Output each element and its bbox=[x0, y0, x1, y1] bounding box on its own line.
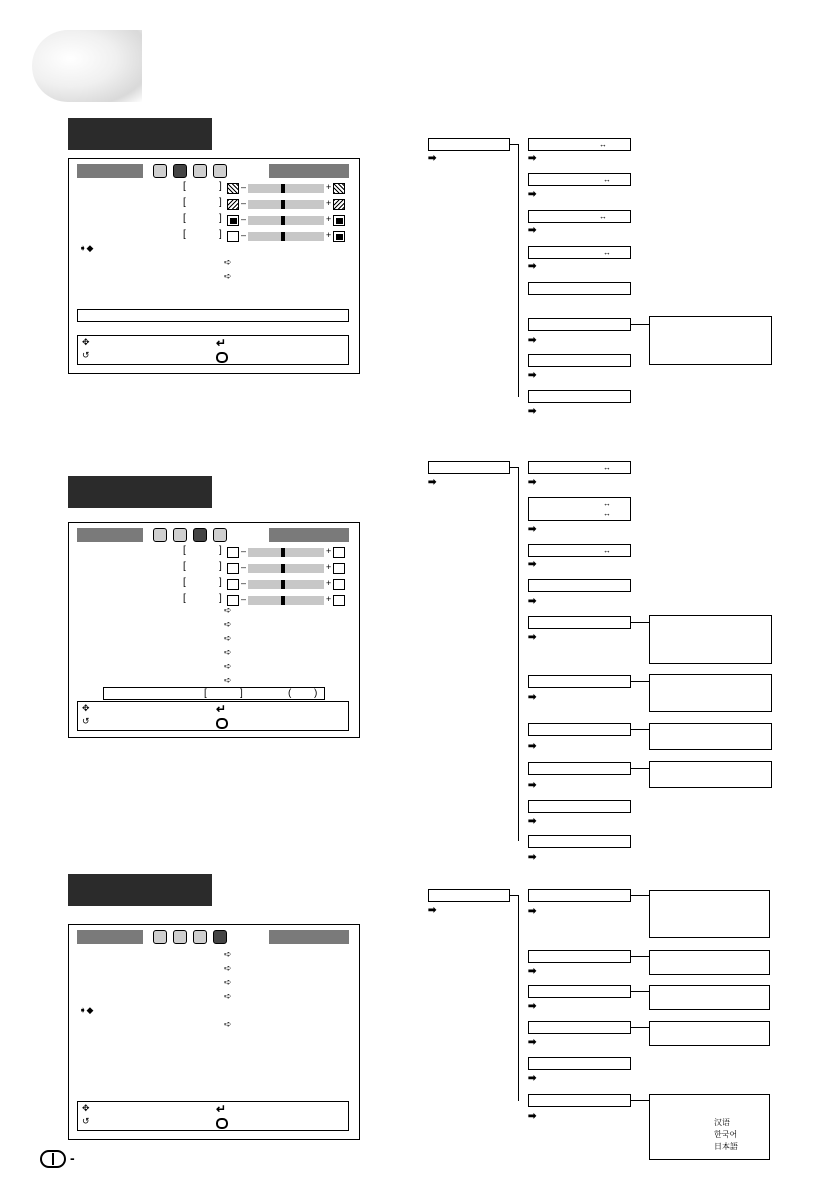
connector bbox=[510, 144, 518, 145]
lr-arrow-icon: ↔ bbox=[599, 212, 607, 221]
page-number-separator: - bbox=[70, 1150, 75, 1166]
submenu-arrow-icon[interactable]: ➪ bbox=[224, 991, 232, 1001]
fine-sync-tab-icon[interactable] bbox=[173, 930, 187, 944]
tree-arrow-icon: ➡ bbox=[528, 816, 537, 827]
tree-node-box bbox=[528, 723, 631, 736]
tree-node-box bbox=[528, 950, 631, 963]
tree-root-arrow-icon: ➡ bbox=[428, 153, 437, 164]
section-tab-2 bbox=[68, 476, 212, 508]
lr-arrow-icon: ↔ bbox=[603, 499, 611, 508]
options-box bbox=[649, 985, 770, 1010]
menu-title-bar-left bbox=[77, 164, 143, 178]
clock-max-icon bbox=[333, 547, 345, 558]
tree-node-box bbox=[528, 835, 631, 848]
tree-node-box bbox=[528, 1057, 631, 1070]
tree-arrow-icon: ➡ bbox=[528, 406, 537, 417]
header-swoosh-graphic bbox=[32, 30, 142, 102]
options1-tab-icon[interactable] bbox=[193, 528, 207, 542]
options-box bbox=[649, 890, 770, 938]
tree-node-box bbox=[528, 616, 631, 629]
adjust-slider[interactable] bbox=[248, 564, 324, 573]
section-tab-1 bbox=[68, 118, 212, 150]
minus-symbol: – bbox=[241, 594, 247, 604]
submenu-arrow-icon[interactable]: ➪ bbox=[224, 647, 232, 657]
plus-symbol: + bbox=[326, 198, 332, 208]
tree-node-box bbox=[528, 282, 631, 295]
tree-root-box bbox=[428, 138, 510, 151]
resolution-info-box bbox=[103, 687, 325, 700]
section-tab-3 bbox=[68, 874, 212, 906]
options-box bbox=[649, 723, 772, 750]
osd-menu-panel-3 bbox=[68, 924, 360, 1140]
lr-arrow-icon: ↔ bbox=[603, 546, 611, 555]
picture-tab-icon[interactable] bbox=[153, 164, 167, 178]
connector bbox=[631, 1027, 649, 1028]
submenu-arrow-icon[interactable]: ➪ bbox=[224, 271, 232, 281]
tree-node-box bbox=[528, 1021, 631, 1034]
submenu-arrow-icon[interactable]: ➪ bbox=[224, 963, 232, 973]
osd-menu-panel-1 bbox=[68, 158, 360, 374]
plus-symbol: + bbox=[326, 230, 332, 240]
menu-title-bar-right bbox=[269, 164, 349, 178]
tree-arrow-icon: ➡ bbox=[528, 596, 537, 607]
menu-title-bar-right bbox=[269, 930, 349, 944]
lr-arrow-icon: ↔ bbox=[603, 175, 611, 184]
connector bbox=[631, 768, 649, 769]
submenu-arrow-icon[interactable]: ➪ bbox=[224, 257, 232, 267]
connector bbox=[518, 467, 519, 841]
move-arrows-icon: ✥ bbox=[82, 337, 90, 347]
clock-min-icon bbox=[227, 547, 239, 558]
paren-right: ) bbox=[314, 688, 318, 699]
min-level-icon bbox=[227, 183, 239, 194]
connector bbox=[631, 324, 649, 325]
value-bracket-right: ] bbox=[219, 213, 222, 224]
submenu-arrow-icon[interactable]: ➪ bbox=[224, 675, 232, 685]
menu-button-icon bbox=[216, 1118, 228, 1129]
move-arrows-icon: ✥ bbox=[82, 703, 90, 713]
tree-arrow-icon: ➡ bbox=[528, 1073, 537, 1084]
minus-symbol: – bbox=[241, 546, 247, 556]
tree-arrow-icon: ➡ bbox=[528, 692, 537, 703]
tree-root-arrow-icon: ➡ bbox=[428, 905, 437, 916]
tree-node-box bbox=[528, 544, 631, 557]
options-box bbox=[649, 761, 772, 788]
minus-symbol: – bbox=[241, 230, 247, 240]
adjust-slider[interactable] bbox=[248, 580, 324, 589]
enter-icon: ↵ bbox=[216, 702, 227, 716]
connector bbox=[631, 729, 649, 730]
tree-arrow-icon: ➡ bbox=[528, 477, 537, 488]
max-level-icon bbox=[333, 231, 345, 242]
reset-icon[interactable]: ➧◆ bbox=[79, 1005, 94, 1015]
min-level-icon bbox=[227, 231, 239, 242]
tree-node-box bbox=[528, 461, 631, 474]
paren-left: ( bbox=[288, 688, 292, 699]
tree-arrow-icon: ➡ bbox=[528, 335, 537, 346]
tree-node-box bbox=[528, 246, 631, 259]
plus-symbol: + bbox=[326, 562, 332, 572]
tree-node-box bbox=[528, 497, 631, 521]
tree-node-box bbox=[528, 210, 631, 223]
adjust-slider[interactable] bbox=[248, 548, 324, 557]
navigation-guide bbox=[77, 701, 349, 731]
language-option: 日本語 bbox=[714, 1142, 738, 1151]
tree-node-box bbox=[528, 354, 631, 367]
minus-symbol: – bbox=[241, 182, 247, 192]
value-bracket-right: ] bbox=[219, 181, 222, 192]
adjust-slider[interactable] bbox=[248, 232, 324, 241]
adjust-slider[interactable] bbox=[248, 184, 324, 193]
plus-symbol: + bbox=[326, 182, 332, 192]
plus-symbol: + bbox=[326, 578, 332, 588]
plus-symbol: + bbox=[326, 594, 332, 604]
lr-arrow-icon: ↔ bbox=[603, 463, 611, 472]
adjust-slider[interactable] bbox=[248, 216, 324, 225]
value-bracket-left: [ bbox=[183, 593, 186, 604]
tree-node-box bbox=[528, 889, 631, 902]
osd-menu-panel-2 bbox=[68, 522, 360, 738]
plus-symbol: + bbox=[326, 546, 332, 556]
options2-tab-icon[interactable] bbox=[213, 930, 227, 944]
options1-tab-icon[interactable] bbox=[193, 930, 207, 944]
tree-arrow-icon: ➡ bbox=[528, 1111, 537, 1122]
reset-icon[interactable]: ➧◆ bbox=[79, 243, 94, 253]
lr-arrow-icon: ↔ bbox=[599, 140, 607, 149]
tree-node-box bbox=[528, 318, 631, 331]
value-bracket-left: [ bbox=[183, 229, 186, 240]
submenu-arrow-icon[interactable]: ➪ bbox=[224, 605, 232, 615]
plus-symbol: + bbox=[326, 214, 332, 224]
min-level-icon bbox=[227, 215, 239, 226]
tree-node-box bbox=[528, 985, 631, 998]
value-bracket-left: [ bbox=[183, 561, 186, 572]
move-arrows-icon: ✥ bbox=[82, 1103, 90, 1113]
menu-title-bar-left bbox=[77, 528, 143, 542]
submenu-arrow-icon[interactable]: ➪ bbox=[224, 1019, 232, 1029]
connector bbox=[631, 681, 649, 682]
value-bracket-right: ] bbox=[219, 197, 222, 208]
connector bbox=[510, 895, 518, 896]
tree-node-box bbox=[528, 173, 631, 186]
hpos-max-icon bbox=[333, 579, 345, 590]
value-bracket-right: ] bbox=[219, 561, 222, 572]
vpos-max-icon bbox=[333, 595, 345, 606]
menu-title-bar-left bbox=[77, 930, 143, 944]
tree-arrow-icon: ➡ bbox=[528, 1001, 537, 1012]
tree-node-box bbox=[528, 390, 631, 403]
tree-arrow-icon: ➡ bbox=[528, 741, 537, 752]
lr-arrow-icon: ↔ bbox=[603, 509, 611, 518]
options-box bbox=[649, 615, 772, 664]
tree-root-arrow-icon: ➡ bbox=[428, 477, 437, 488]
options2-tab-icon[interactable] bbox=[213, 528, 227, 542]
phase-max-icon bbox=[333, 563, 345, 574]
menu-title-bar-right bbox=[269, 528, 349, 542]
options-box bbox=[649, 1021, 770, 1046]
picture-tab-icon[interactable] bbox=[153, 528, 167, 542]
tree-node-box bbox=[528, 800, 631, 813]
tree-arrow-icon: ➡ bbox=[528, 153, 537, 164]
options-box bbox=[649, 674, 772, 712]
max-level-icon bbox=[333, 183, 345, 194]
value-bracket-right: ] bbox=[219, 577, 222, 588]
submenu-arrow-icon[interactable]: ➪ bbox=[224, 949, 232, 959]
lr-arrow-icon: ↔ bbox=[603, 248, 611, 257]
options-box bbox=[649, 950, 770, 975]
language-option: 한국어 bbox=[714, 1130, 738, 1139]
tree-arrow-icon: ➡ bbox=[528, 559, 537, 570]
tree-arrow-icon: ➡ bbox=[528, 966, 537, 977]
adjust-slider[interactable] bbox=[248, 200, 324, 209]
enter-icon: ↵ bbox=[216, 336, 227, 350]
fine-sync-tab-icon[interactable] bbox=[173, 528, 187, 542]
connector bbox=[631, 1100, 649, 1101]
tree-root-box bbox=[428, 461, 510, 474]
connector bbox=[631, 895, 649, 896]
tree-arrow-icon: ➡ bbox=[528, 189, 537, 200]
max-level-icon bbox=[333, 199, 345, 210]
back-icon: ↺ bbox=[82, 350, 90, 360]
enter-icon: ↵ bbox=[216, 1102, 227, 1116]
tree-node-box bbox=[528, 579, 631, 592]
menu-button-icon bbox=[216, 718, 228, 729]
connector bbox=[631, 622, 649, 623]
value-bracket-right: ] bbox=[219, 229, 222, 240]
tree-arrow-icon: ➡ bbox=[528, 370, 537, 381]
value-bracket-left: [ bbox=[183, 545, 186, 556]
options-box bbox=[649, 316, 772, 365]
options1-tab-icon[interactable] bbox=[193, 164, 207, 178]
tree-arrow-icon: ➡ bbox=[528, 225, 537, 236]
tree-node-box bbox=[528, 138, 631, 151]
navigation-guide bbox=[77, 1101, 349, 1131]
hpos-min-icon bbox=[227, 579, 239, 590]
tree-arrow-icon: ➡ bbox=[528, 852, 537, 863]
minus-symbol: – bbox=[241, 214, 247, 224]
value-bracket-left: [ bbox=[183, 181, 186, 192]
minus-symbol: – bbox=[241, 198, 247, 208]
max-level-icon bbox=[333, 215, 345, 226]
tree-arrow-icon: ➡ bbox=[528, 1037, 537, 1048]
submenu-arrow-icon[interactable]: ➪ bbox=[224, 619, 232, 629]
adjust-slider[interactable] bbox=[248, 596, 324, 605]
connector bbox=[631, 956, 649, 957]
language-option: 汉语 bbox=[714, 1118, 730, 1127]
fine-sync-tab-icon[interactable] bbox=[173, 164, 187, 178]
picture-tab-icon[interactable] bbox=[153, 930, 167, 944]
tree-node-box bbox=[528, 762, 631, 775]
back-icon: ↺ bbox=[82, 716, 90, 726]
tree-arrow-icon: ➡ bbox=[528, 780, 537, 791]
connector bbox=[518, 895, 519, 1101]
submenu-arrow-icon[interactable]: ➪ bbox=[224, 633, 232, 643]
value-bracket-left: [ bbox=[183, 197, 186, 208]
connector bbox=[518, 144, 519, 397]
tree-root-box bbox=[428, 889, 510, 902]
tree-arrow-icon: ➡ bbox=[528, 524, 537, 535]
minus-symbol: – bbox=[241, 562, 247, 572]
value-bracket-left: [ bbox=[204, 688, 207, 699]
value-bracket-right: ] bbox=[240, 688, 243, 699]
submenu-arrow-icon[interactable]: ➪ bbox=[224, 977, 232, 987]
navigation-guide bbox=[77, 335, 349, 365]
language-options-box bbox=[649, 1094, 770, 1160]
page-number-badge bbox=[40, 1150, 66, 1168]
value-bracket-right: ] bbox=[219, 545, 222, 556]
tree-arrow-icon: ➡ bbox=[528, 261, 537, 272]
tree-arrow-icon: ➡ bbox=[528, 906, 537, 917]
connector bbox=[510, 467, 518, 468]
info-box bbox=[77, 309, 349, 322]
minus-symbol: – bbox=[241, 578, 247, 588]
menu-button-icon bbox=[216, 352, 228, 363]
tree-node-box bbox=[528, 675, 631, 688]
options2-tab-icon[interactable] bbox=[213, 164, 227, 178]
value-bracket-left: [ bbox=[183, 577, 186, 588]
back-icon: ↺ bbox=[82, 1116, 90, 1126]
submenu-arrow-icon[interactable]: ➪ bbox=[224, 661, 232, 671]
tree-node-box bbox=[528, 1094, 631, 1107]
min-level-icon bbox=[227, 199, 239, 210]
value-bracket-right: ] bbox=[219, 593, 222, 604]
value-bracket-left: [ bbox=[183, 213, 186, 224]
connector bbox=[631, 991, 649, 992]
tree-arrow-icon: ➡ bbox=[528, 632, 537, 643]
phase-min-icon bbox=[227, 563, 239, 574]
